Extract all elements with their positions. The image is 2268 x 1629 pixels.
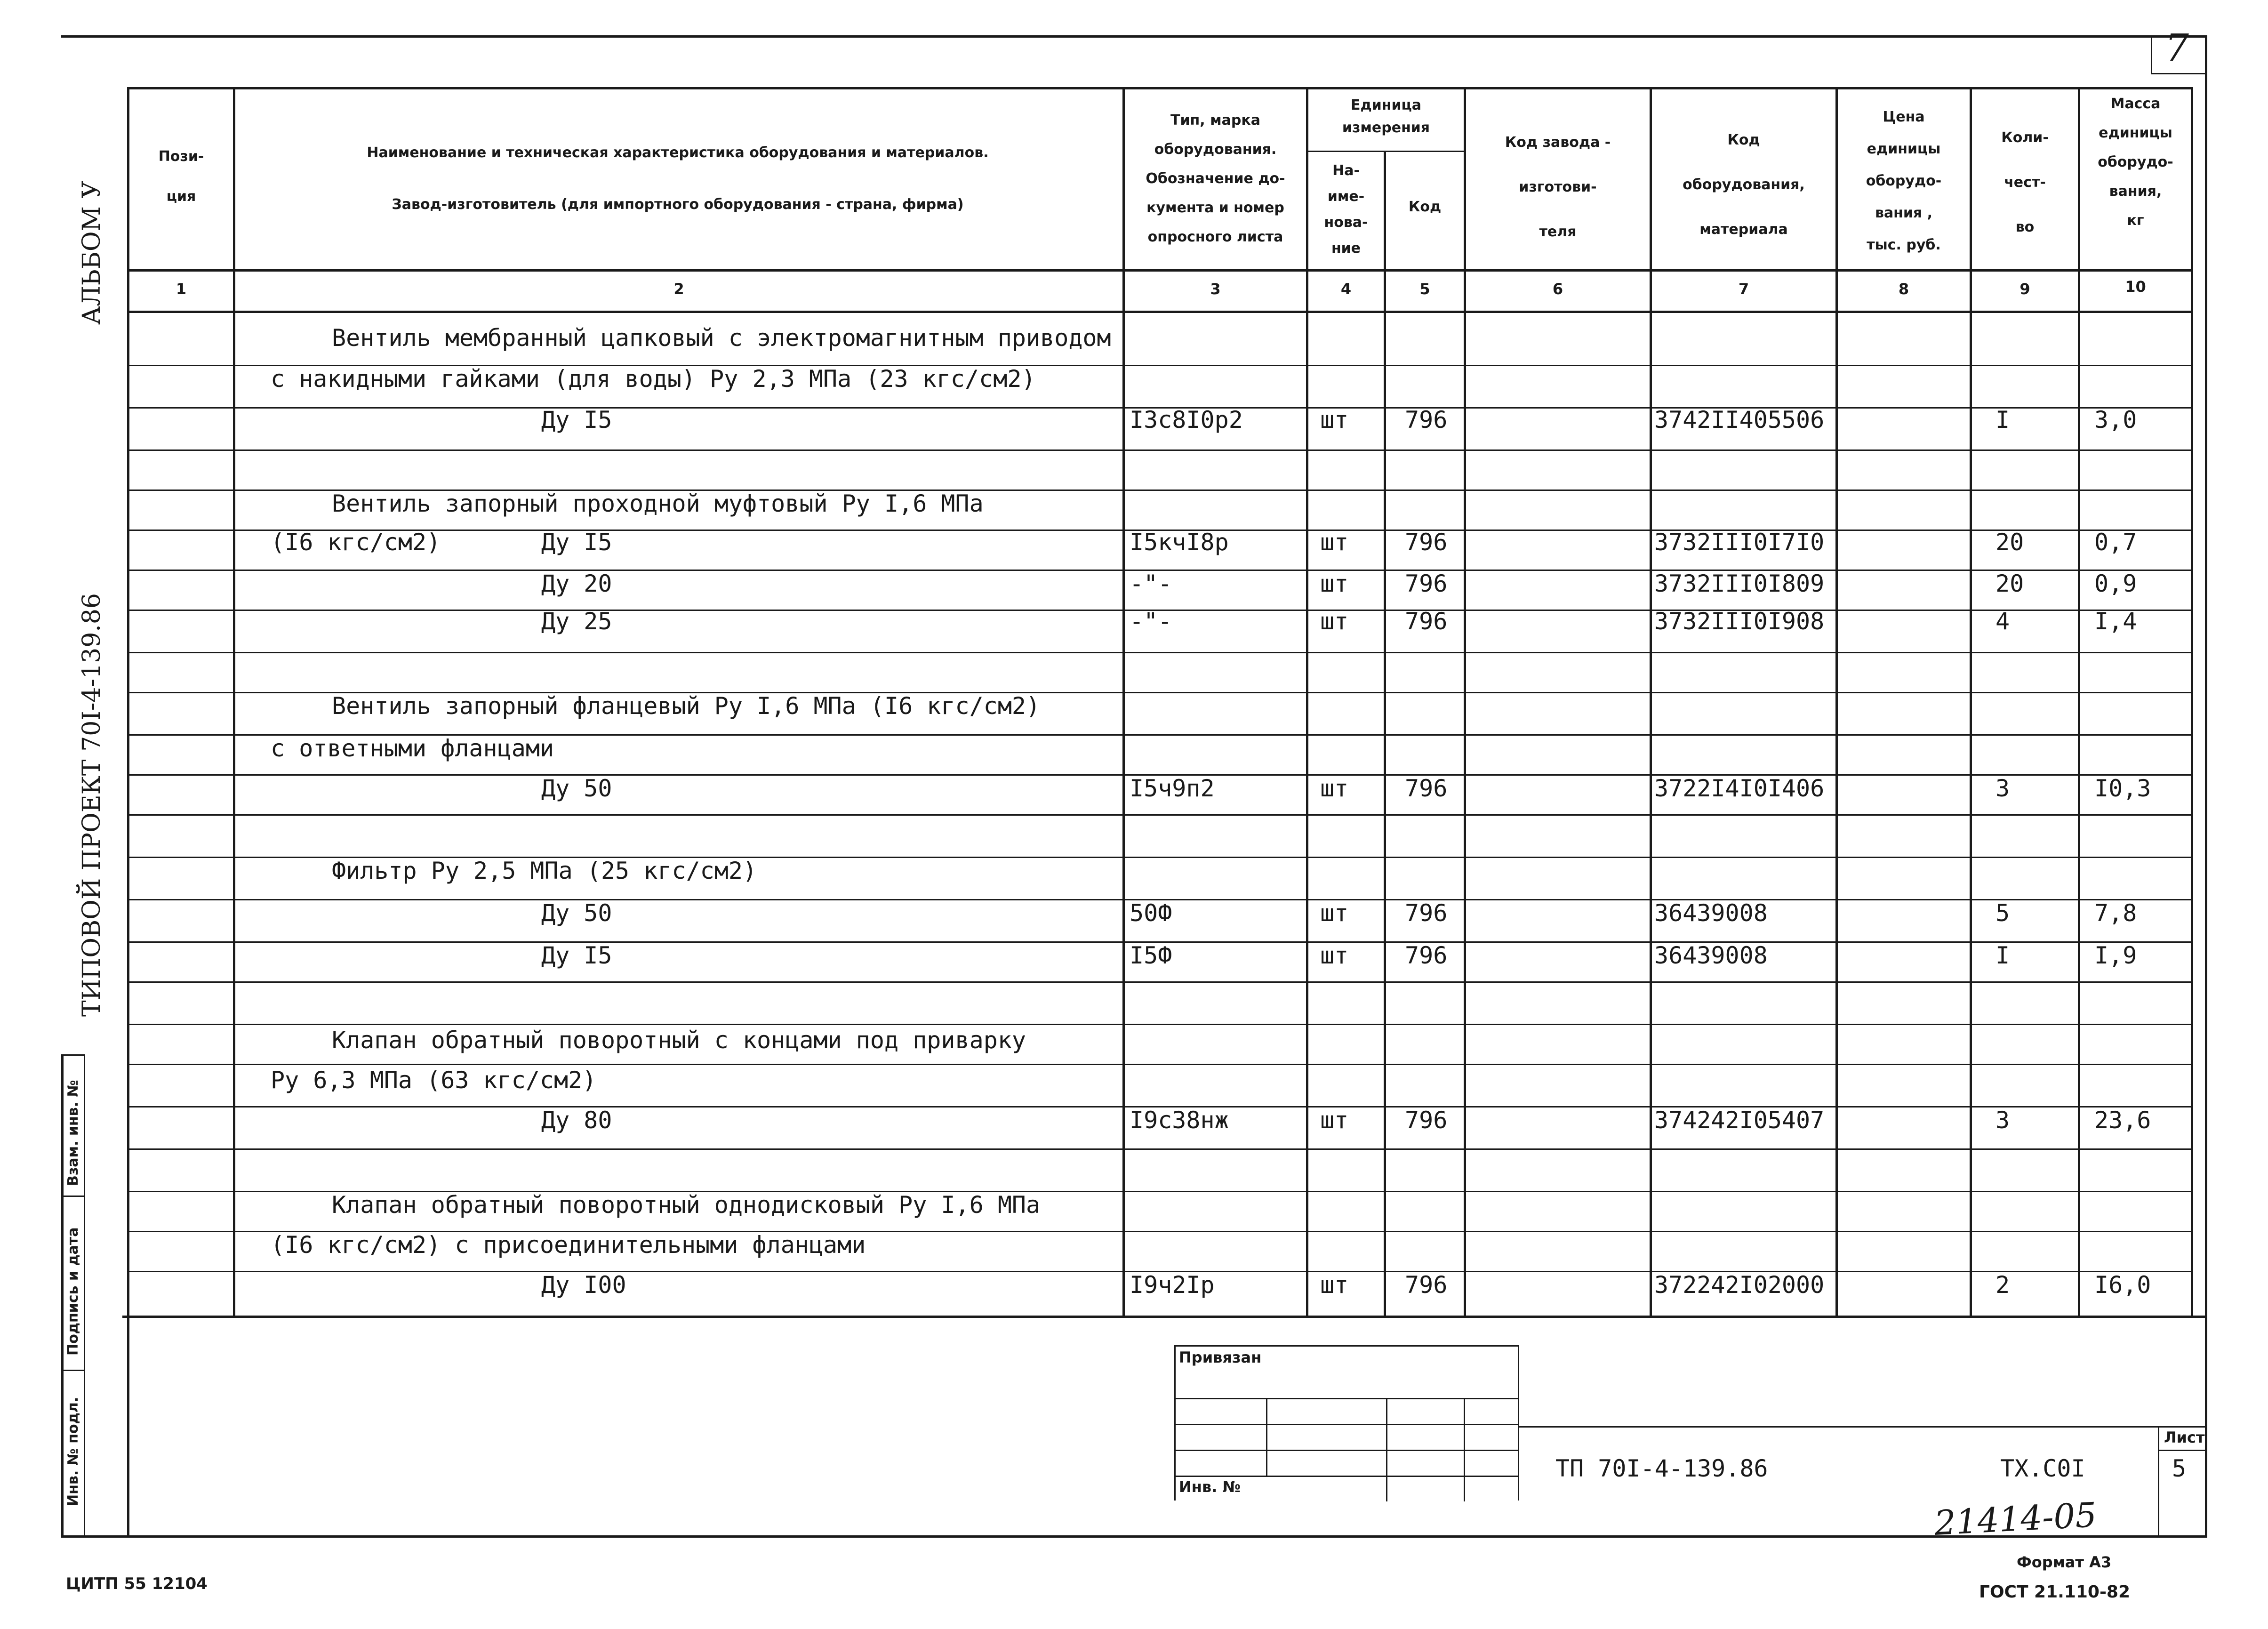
handwritten-number: 21414-05 (1933, 1495, 2098, 1543)
privyazan-label: Привязан (1179, 1348, 1262, 1366)
cell-mass: I,4 (2094, 608, 2137, 635)
row-name: Ду 20 (541, 570, 612, 597)
cell-unit: шт (1320, 608, 1349, 635)
cell-unit: шт (1320, 529, 1349, 556)
cell-mass: I,9 (2094, 942, 2137, 969)
colnum-9: 9 (2020, 280, 2030, 298)
list-label: Лист (2164, 1428, 2205, 1446)
cell-unit: шт (1320, 1107, 1349, 1134)
colnum-8: 8 (1898, 280, 1909, 298)
cell-unit-code: 796 (1405, 775, 1448, 802)
cell-unit-code: 796 (1405, 529, 1448, 556)
row-name: с ответными фланцами (271, 735, 554, 762)
cell-code: 3732III0I908 (1654, 608, 1825, 635)
row-divider (127, 1024, 2193, 1025)
cell-code: 36439008 (1654, 899, 1768, 927)
header-col5: Код (1408, 199, 1442, 215)
header-col8: Цена единицы оборудо- вания , тыс. руб. (1866, 109, 1942, 253)
cell-code: 3732III0I7I0 (1654, 529, 1825, 556)
cell-unit-code: 796 (1405, 608, 1448, 635)
cell-code: 374242I05407 (1654, 1107, 1825, 1134)
cell-qty: 20 (1996, 570, 2024, 597)
row-name: Фильтр Ру 2,5 МПа (25 кгс/см2) (332, 857, 757, 884)
cell-unit: шт (1320, 1271, 1349, 1299)
header-col7: Код оборудования, материала (1683, 132, 1805, 238)
row-divider (127, 652, 2193, 653)
header-col3: Тип, марка оборудования. Обозначение до- кумента и номер опросного листа (1146, 112, 1285, 245)
cell-unit: шт (1320, 406, 1349, 433)
publisher-label: ЦИТП 55 12104 (66, 1574, 208, 1593)
cell-code: 3732III0I809 (1654, 570, 1825, 597)
row-name: Ду I00 (541, 1271, 626, 1299)
cell-qty: 3 (1996, 1107, 2010, 1134)
row-name: Ду 25 (541, 608, 612, 635)
cell-qty: I (1996, 406, 2010, 433)
cell-qty: 3 (1996, 775, 2010, 802)
doc-code: ТП 70I-4-139.86 (1555, 1455, 1768, 1482)
colnum-1: 1 (176, 280, 187, 298)
cell-unit-code: 796 (1405, 406, 1448, 433)
cell-type: I9ч2Iр (1130, 1271, 1215, 1299)
cell-mass: 3,0 (2094, 406, 2137, 433)
cell-unit: шт (1320, 899, 1349, 927)
row-name: Ду I5 (541, 406, 612, 433)
page-number-box (2151, 35, 2152, 73)
header-col10: Масса единицы оборудо- вания, кг (2098, 96, 2173, 229)
table-numbers-bottom (127, 311, 2193, 313)
sheet-code: ТХ.С0I (2000, 1455, 2085, 1482)
cell-mass: I6,0 (2094, 1271, 2151, 1299)
row-divider (127, 1064, 2193, 1065)
colnum-3: 3 (1210, 280, 1221, 298)
row-name: (I6 кгс/см2) (271, 529, 441, 556)
right-border (2205, 35, 2207, 1537)
row-divider (127, 981, 2193, 983)
format-label: Формат А3 (2017, 1553, 2112, 1571)
row-name: Ду 50 (541, 899, 612, 927)
header-col6: Код завода - изготови- теля (1505, 134, 1611, 240)
cell-type: -"- (1130, 570, 1172, 597)
colnum-7: 7 (1738, 280, 1749, 298)
cell-code: 36439008 (1654, 942, 1768, 969)
cell-qty: 5 (1996, 899, 2010, 927)
cell-unit: шт (1320, 775, 1349, 802)
cell-qty: I (1996, 942, 2010, 969)
row-name: Вентиль мембранный цапковый с электромагнитным приводом (332, 324, 1111, 352)
project-label: ТИПОВОЙ ПРОЕКТ 70I-4-139.86 (78, 593, 106, 1017)
cell-unit-code: 796 (1405, 899, 1448, 927)
cell-type: I9с38нж (1130, 1107, 1229, 1134)
album-label: АЛЬБОМ У (78, 180, 106, 325)
row-name: Ру 6,3 МПа (63 кгс/см2) (271, 1067, 597, 1094)
row-name: (I6 кгс/см2) с присоединительными фланцами (271, 1231, 866, 1259)
cell-mass: 23,6 (2094, 1107, 2151, 1134)
cell-unit-code: 796 (1405, 942, 1448, 969)
cell-type: I5ч9п2 (1130, 775, 1215, 802)
page-number: 7 (2165, 26, 2189, 70)
cell-mass: 7,8 (2094, 899, 2137, 927)
table-header-bottom (127, 269, 2193, 272)
cell-mass: I0,3 (2094, 775, 2151, 802)
top-border (61, 35, 2207, 38)
cell-code: 3722I4I0I406 (1654, 775, 1825, 802)
cell-type: I5кчI8р (1130, 529, 1229, 556)
row-divider (127, 1148, 2193, 1150)
cell-qty: 20 (1996, 529, 2024, 556)
row-name: Ду 50 (541, 775, 612, 802)
cell-type: -"- (1130, 608, 1172, 635)
colnum-4: 4 (1340, 280, 1352, 298)
row-name: Вентиль запорный фланцевый Ру I,6 МПа (I6 кгс/см2) (332, 692, 1041, 720)
list-number: 5 (2172, 1455, 2187, 1482)
cell-unit: шт (1320, 942, 1349, 969)
row-name-2: Ду I5 (541, 529, 612, 556)
table-body-bottom (122, 1316, 2205, 1318)
cell-unit: шт (1320, 570, 1349, 597)
row-divider (127, 814, 2193, 816)
cell-qty: 4 (1996, 608, 2010, 635)
colnum-6: 6 (1552, 280, 1563, 298)
row-name: Ду I5 (541, 942, 612, 969)
cell-type: 50Ф (1130, 899, 1172, 927)
gost-label: ГОСТ 21.110-82 (1979, 1582, 2131, 1602)
header-col4: На- име- нова- ние (1324, 162, 1368, 257)
stamp-vzam-inv: Взам. инв. № (65, 1080, 81, 1186)
cell-unit-code: 796 (1405, 570, 1448, 597)
row-name: с накидными гайками (для воды) Ру 2,3 МПа (23 кгс/см2) (271, 365, 1036, 393)
stamp-inv-podl: Инв. № подл. (65, 1396, 81, 1506)
inv-no-label: Инв. № (1179, 1478, 1241, 1496)
header-col2: Наименование и техническая характеристика оборудования и материалов. Завод-изготовитель (для импортного оборудования - страна, фирма) (367, 144, 989, 213)
stamp-podpis-data: Подпись и дата (65, 1227, 81, 1356)
header-col9: Коли- чест- во (2001, 129, 2049, 235)
cell-type: I3с8I0р2 (1130, 406, 1243, 433)
header-unit-title: Единица измерения (1342, 97, 1430, 136)
colnum-5: 5 (1419, 280, 1430, 298)
header-col1: Пози- ция (158, 148, 204, 205)
cell-mass: 0,7 (2094, 529, 2137, 556)
row-name: Вентиль запорный проходной муфтовый Ру I,6 МПа (332, 490, 984, 517)
cell-code: 372242I02000 (1654, 1271, 1825, 1299)
row-divider (127, 449, 2193, 451)
bottom-border (61, 1535, 2207, 1538)
colnum-10: 10 (2125, 278, 2146, 296)
cell-qty: 2 (1996, 1271, 2010, 1299)
cell-mass: 0,9 (2094, 570, 2137, 597)
cell-type: I5Ф (1130, 942, 1172, 969)
colnum-2: 2 (673, 280, 684, 298)
cell-code: 3742II405506 (1654, 406, 1825, 433)
cell-unit-code: 796 (1405, 1271, 1448, 1299)
row-name: Клапан обратный поворотный с концами под приварку (332, 1027, 1026, 1054)
row-name: Клапан обратный поворотный однодисковый Ру I,6 МПа (332, 1191, 1041, 1219)
cell-unit-code: 796 (1405, 1107, 1448, 1134)
table-top (127, 87, 2193, 89)
row-name: Ду 80 (541, 1107, 612, 1134)
